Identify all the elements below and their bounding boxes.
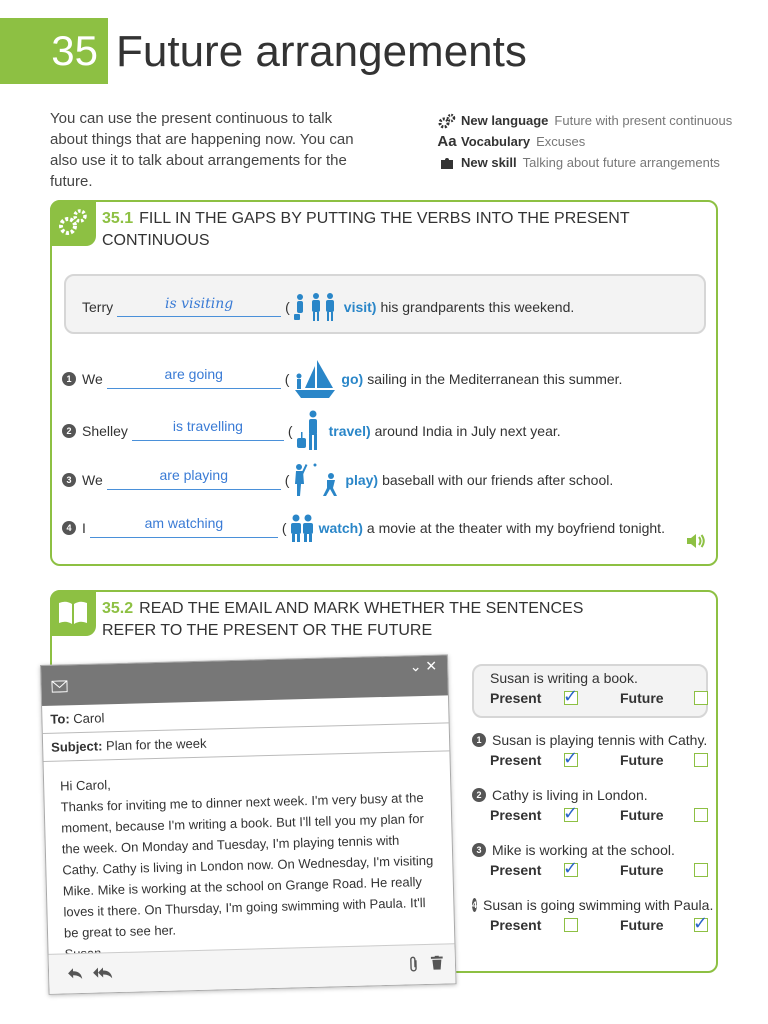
future-checkbox[interactable] [694,691,708,705]
present-label: Present [490,917,542,933]
present-checkbox[interactable] [563,748,579,768]
open-paren: ( [287,423,293,439]
to-label: To: [50,711,70,727]
sentence-subject: Shelley [82,423,128,439]
answer-blank[interactable] [90,515,278,538]
check-icon: ✓ [563,858,579,878]
verb-prompt: go) [341,371,364,387]
present-checkbox[interactable] [563,858,579,878]
future-label: Future [620,690,664,706]
verb-prompt: play) [345,472,379,488]
answer-blank[interactable] [117,297,281,317]
reply-icon[interactable] [67,966,83,985]
exercise-instruction: FILL IN THE GAPS BY PUTTING THE VERBS INTO THE PRESENT CONTINUOUS [102,210,630,249]
future-checkbox[interactable] [693,913,709,933]
question-2 [472,787,712,823]
family-icon [292,292,340,322]
present-checkbox[interactable] [563,686,579,706]
feature-desc: Excuses [536,134,586,149]
question-options [490,686,730,706]
gap-item-2 [62,410,561,452]
sentence-subject: I [82,520,86,536]
question-statement: Susan is going swimming with Paula. [483,897,714,913]
present-label: Present [490,752,542,768]
baseball-players-icon [291,462,341,498]
feature-desc: Talking about future arrangements [522,155,720,170]
feature-label: Vocabulary [461,134,531,149]
feature-desc: Future with present continuous [554,113,733,128]
exercise-instruction-line-2: REFER TO THE PRESENT OR THE FUTURE [102,622,433,639]
email-window [40,654,456,995]
window-controls [410,658,438,676]
gap-item-4 [62,513,665,543]
feature-vocabulary [437,131,757,152]
future-label: Future [620,807,664,823]
puzzle-icon [437,155,457,171]
present-checkbox[interactable] [564,918,578,932]
answer-text: are going [164,366,223,382]
answer-blank[interactable] [107,366,281,389]
present-label: Present [490,690,542,706]
exercise-35-1 [50,200,718,566]
future-checkbox[interactable] [694,808,708,822]
exercise-heading [102,208,716,252]
answer-text: am watching [144,515,224,531]
email-body: Hi Carol, Thanks for inviting me to dinner next week. I'm very busy at the moment, because I'm writing a book. But I'll tell you my plan for the week. On Monday and Tuesday, I'm playing tennis with Cathy. Cathy is living in London now. On Wednesday, I'm visiting Mike. Mike is working at the school on Grange Road. He really loves it there. On Thursday, I'm going swimming with Paula. It'll be great to see her. [59,777,434,941]
sample-question [490,670,730,706]
check-icon: ✓ [693,913,709,933]
sentence-rest: his grandparents this weekend. [380,299,575,315]
future-label: Future [620,862,664,878]
open-paren: ( [284,371,290,387]
paperclip-icon[interactable] [409,956,420,977]
question-3 [472,842,712,878]
sample-sentence [82,292,574,322]
item-number: 4 [472,900,478,910]
reply-all-icon[interactable] [93,965,113,985]
exercise-number: 35.2 [102,600,134,617]
to-value: Carol [73,710,105,727]
subject-value: Plan for the week [105,735,207,754]
question-statement: Mike is working at the school. [492,842,675,858]
exercise-heading [102,598,583,642]
future-checkbox[interactable] [694,753,708,767]
traveller-icon [295,410,325,452]
unit-number: 35 [0,18,108,84]
present-checkbox[interactable] [563,803,579,823]
sailboat-icon [291,358,337,400]
subject-label: Subject: [50,738,103,755]
couple-icon [289,513,315,543]
verb-prompt: watch) [318,520,363,536]
book-icon [50,590,96,636]
page-title: Future arrangements [116,27,527,76]
open-paren: ( [284,472,290,488]
feature-list [437,110,757,173]
trash-icon[interactable] [431,956,443,975]
item-number: 4 [62,521,76,535]
answer-text: is travelling [172,418,243,434]
close-icon[interactable]: ✕ [425,657,438,674]
check-icon: ✓ [563,803,579,823]
question-options [472,858,712,878]
gap-item-1 [62,358,622,400]
future-label: Future [620,917,664,933]
sentence-subject: We [82,371,103,387]
question-options [472,748,712,768]
answer-blank[interactable] [132,418,284,441]
answer-text: are playing [159,467,228,483]
envelope-icon [51,679,67,697]
feature-label: New language [461,113,549,128]
sentence-rest: around India in July next year. [374,423,561,439]
chevron-down-icon[interactable]: ⌄ [409,658,422,675]
item-number: 3 [62,473,76,487]
sentence-subject: Terry [82,299,114,315]
present-label: Present [490,862,542,878]
item-number: 3 [472,843,486,857]
check-icon: ✓ [563,686,579,706]
verb-prompt: travel) [328,423,371,439]
open-paren: ( [285,299,290,315]
verb-prompt: visit) [343,299,377,315]
item-number: 1 [62,372,76,386]
question-statement: Cathy is living in London. [492,787,648,803]
gear-icon [50,200,96,246]
check-icon: ✓ [563,748,579,768]
future-label: Future [620,752,664,768]
open-paren: ( [281,520,287,536]
audio-icon[interactable] [686,533,706,554]
gears-icon [437,113,457,129]
feature-label: New skill [461,155,517,170]
question-statement: Susan is playing tennis with Cathy. [492,732,708,748]
item-number: 1 [472,733,486,747]
question-options [472,913,712,933]
sentence-rest: sailing in the Mediterranean this summer. [367,371,623,387]
exercise-number: 35.1 [102,210,134,227]
question-4 [472,897,712,933]
question-options [472,803,712,823]
aa-icon: Aa [437,133,457,150]
email-toolbar [49,943,456,994]
answer-blank[interactable] [107,467,281,490]
feature-new-language [437,110,757,131]
question-statement: Susan is writing a book. [490,670,638,686]
sentence-subject: We [82,472,103,488]
answer-text: is visiting [165,296,234,312]
item-number: 2 [62,424,76,438]
intro-text: You can use the present continuous to talk about things that are happening now. You can also use it to talk about arrangements for the future. [50,110,354,190]
present-label: Present [490,807,542,823]
gap-item-3 [62,462,613,498]
sentence-rest: a movie at the theater with my boyfriend tonight. [366,520,665,536]
sentence-rest: baseball with our friends after school. [382,472,614,488]
question-1 [472,732,712,768]
feature-new-skill [437,152,757,173]
future-checkbox[interactable] [694,863,708,877]
exercise-instruction-line-1: READ THE EMAIL AND MARK WHETHER THE SENTENCES [139,600,584,617]
item-number: 2 [472,788,486,802]
